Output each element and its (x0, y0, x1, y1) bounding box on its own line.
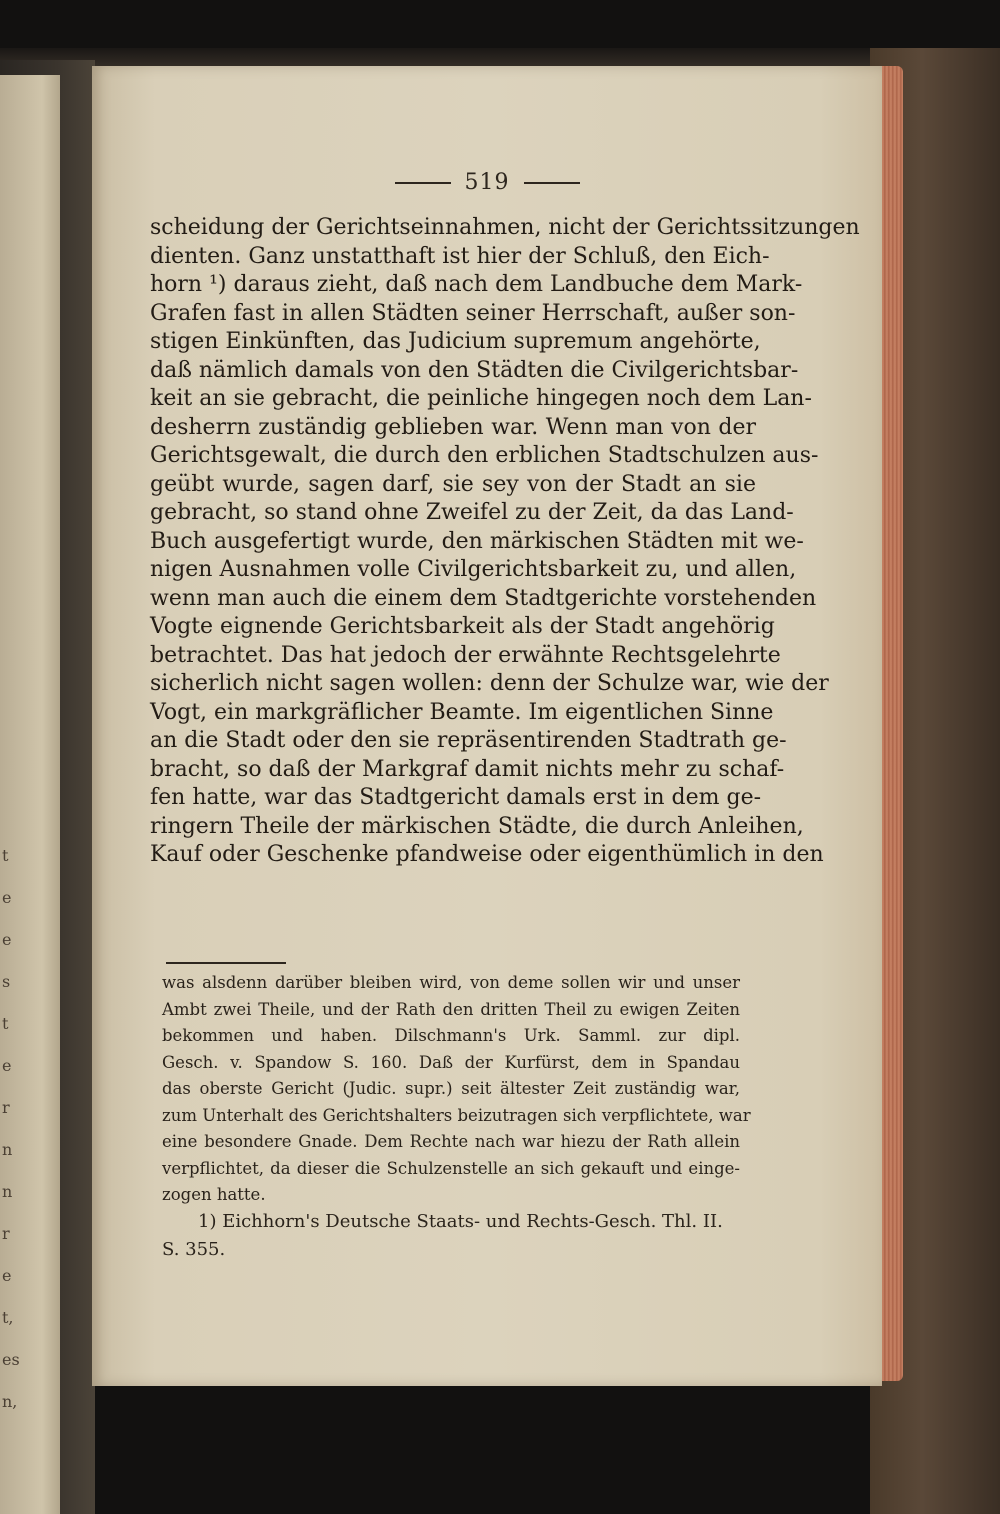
left-edge-letter: n (2, 1140, 13, 1159)
left-edge-letter: e (2, 888, 12, 907)
footnote-text (162, 970, 751, 1209)
left-edge-letter: e (2, 1266, 12, 1285)
left-page-edge-letters (2, 835, 22, 1423)
text-line: bracht, so daß der Markgraf damit nichts mehr zu schaf- (150, 756, 785, 782)
text-line: Buch ausgefertigt wurde, den märkischen Städten mit we- (150, 528, 804, 554)
reference-line: 1) Eichhorn's Deutsche Staats- und Rechts-Gesch. Thl. II. (198, 1211, 723, 1232)
left-edge-letter: n (2, 1182, 13, 1201)
text-line: Vogte eignende Gerichtsbarkeit als der Stadt angehörig (150, 614, 775, 639)
footnote-line: was alsdenn darüber bleiben wird, von deme sollen wir und unser (162, 973, 740, 992)
left-edge-letter: es (2, 1350, 20, 1369)
footnote-line: Gesch. v. Spandow S. 160. Daß der Kurfürst, dem in Spandau (162, 1052, 740, 1072)
left-edge-letter: t (2, 1014, 9, 1033)
text-line: fen hatte, war das Stadtgericht damals erst in dem ge- (150, 785, 762, 810)
left-edge-letter: e (2, 1056, 12, 1075)
left-edge-letter: t, (2, 1308, 14, 1327)
book-page (92, 66, 882, 1386)
left-edge-letter: s (2, 972, 11, 991)
footnote-line: zum Unterhalt des Gerichtshalters beizutragen sich verpflichtete, war (162, 1105, 751, 1125)
header-dash-right (524, 182, 580, 184)
footnote-line: bekommen und haben. Dilschmann's Urk. Samml. zur dipl. (162, 1026, 740, 1045)
text-line: Grafen fast in allen Städten seiner Herrschaft, außer son- (150, 300, 796, 326)
text-line: horn ¹) daraus zieht, daß nach dem Landbuche dem Mark- (150, 272, 803, 297)
text-line: geübt wurde, sagen darf, sie sey von der Stadt an sie (150, 471, 756, 497)
footnote-line: zogen hatte. (162, 1185, 266, 1204)
text-line: desherrn zuständig geblieben war. Wenn man von der (150, 414, 756, 440)
footnote-line: das oberste Gericht (Judic. supr.) seit ältester Zeit zuständig war, (162, 1079, 740, 1098)
text-line: scheidung der Gerichtseinnahmen, nicht der Gerichtssitzungen (150, 215, 860, 240)
text-line: gebracht, so stand ohne Zweifel zu der Zeit, da das Land- (150, 500, 794, 525)
text-line: wenn man auch die einem dem Stadtgerichte vorstehenden (150, 585, 817, 611)
body-text (150, 214, 860, 870)
text-line: keit an sie gebracht, die peinliche hingegen noch dem Lan- (150, 386, 812, 411)
footnote-rule (166, 962, 286, 964)
text-line: dienten. Ganz unstatthaft ist hier der Schluß, den Eich- (150, 243, 770, 269)
left-edge-letter: n, (2, 1392, 18, 1411)
text-line: Kauf oder Geschenke pfandweise oder eigenthümlich in den (150, 842, 824, 867)
left-edge-letter: r (2, 1098, 10, 1117)
footnote-line: verpflichtet, da dieser die Schulzenstelle an sich gekauft und einge- (162, 1158, 740, 1178)
footnote-line: Ambt zwei Theile, und der Rath den dritten Theil zu ewigen Zeiten (162, 999, 740, 1019)
page-number-header (92, 170, 882, 195)
text-line: an die Stadt oder den sie repräsentirenden Stadtrath ge- (150, 728, 787, 753)
left-edge-letter: t (2, 846, 9, 865)
left-edge-letter: r (2, 1224, 10, 1243)
text-line: daß nämlich damals von den Städten die Civilgerichtsbar- (150, 357, 799, 383)
text-line: stigen Einkünften, das Judicium supremum angehörte, (150, 329, 761, 354)
footnote-reference (162, 1208, 740, 1264)
text-line: Gerichtsgewalt, die durch den erblichen Stadtschulzen aus- (150, 443, 819, 468)
footnote-line: eine besondere Gnade. Dem Rechte nach war hiezu der Rath allein (162, 1132, 740, 1151)
text-line: ringern Theile der märkischen Städte, die durch Anleihen, (150, 813, 804, 839)
text-line: nigen Ausnahmen volle Civilgerichtsbarkeit zu, und allen, (150, 557, 797, 582)
text-line: Vogt, ein markgräflicher Beamte. Im eigentlichen Sinne (150, 699, 774, 725)
page-number: 519 (464, 170, 510, 195)
text-line: betrachtet. Das hat jedoch der erwähnte Rechtsgelehrte (150, 642, 781, 668)
left-page-strip (0, 75, 60, 1514)
header-dash-left (395, 182, 451, 184)
text-line: sicherlich nicht sagen wollen: denn der Schulze war, wie der (150, 671, 829, 696)
reference-line: S. 355. (162, 1239, 226, 1260)
left-edge-letter: e (2, 930, 12, 949)
